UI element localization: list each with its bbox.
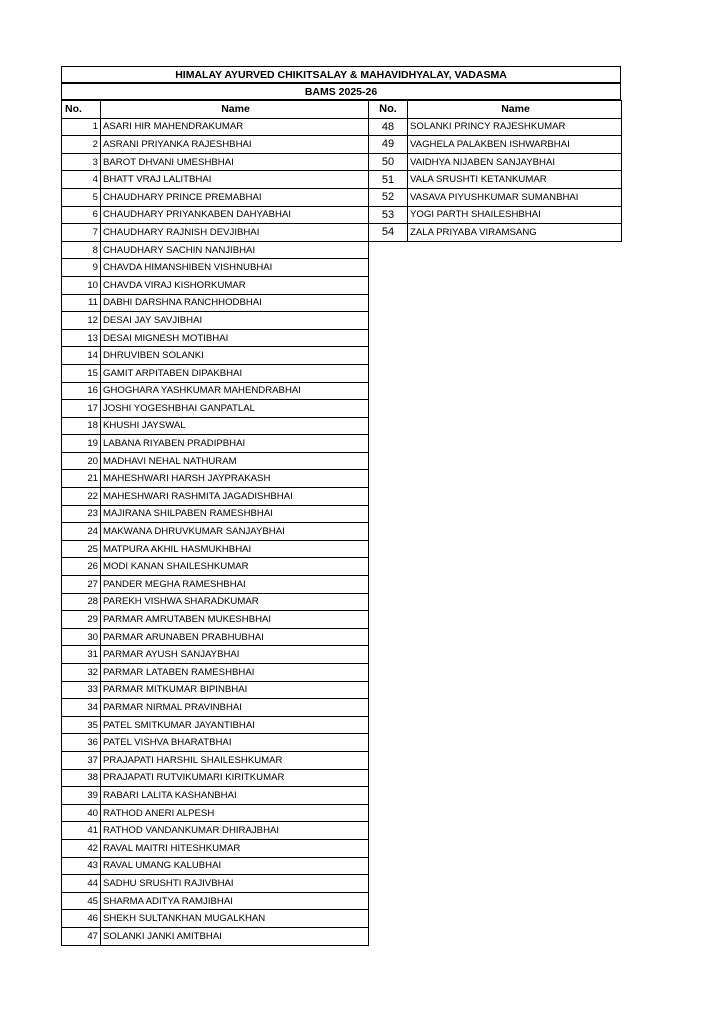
table-row xyxy=(62,136,369,154)
row-number: 34 xyxy=(62,699,101,717)
table-row xyxy=(62,875,369,893)
row-number: 47 xyxy=(62,927,101,945)
student-name: PARMAR MITKUMAR BIPINBHAI xyxy=(101,681,369,699)
row-number: 46 xyxy=(62,910,101,928)
student-name: CHAUDHARY PRINCE PREMABHAI xyxy=(101,188,369,206)
column-header-no: No. xyxy=(369,101,408,119)
table-row xyxy=(62,276,369,294)
student-name: BHATT VRAJ LALITBHAI xyxy=(101,171,369,189)
row-number: 28 xyxy=(62,593,101,611)
table-row xyxy=(62,540,369,558)
row-number: 16 xyxy=(62,382,101,400)
row-number: 42 xyxy=(62,839,101,857)
table-row xyxy=(62,435,369,453)
student-name: DESAI JAY SAVJIBHAI xyxy=(101,312,369,330)
row-number: 4 xyxy=(62,171,101,189)
student-name: VAGHELA PALAKBEN ISHWARBHAI xyxy=(408,136,622,154)
table-row xyxy=(62,857,369,875)
table-row xyxy=(62,822,369,840)
student-name: PARMAR NIRMAL PRAVINBHAI xyxy=(101,699,369,717)
table-row xyxy=(62,681,369,699)
table-row xyxy=(62,787,369,805)
student-name: ASRANI PRIYANKA RAJESHBHAI xyxy=(101,136,369,154)
student-name: SOLANKI PRINCY RAJESHKUMAR xyxy=(408,118,622,136)
table-row xyxy=(62,171,369,189)
row-number: 26 xyxy=(62,558,101,576)
student-name: CHAVDA HIMANSHIBEN VISHNUBHAI xyxy=(101,259,369,277)
row-number: 10 xyxy=(62,276,101,294)
table-row xyxy=(369,118,622,136)
student-name: MAHESHWARI RASHMITA JAGADISHBHAI xyxy=(101,488,369,506)
table-row xyxy=(62,312,369,330)
table-row xyxy=(62,259,369,277)
student-name: SADHU SRUSHTI RAJIVBHAI xyxy=(101,875,369,893)
row-number: 45 xyxy=(62,892,101,910)
row-number: 9 xyxy=(62,259,101,277)
table-row xyxy=(62,751,369,769)
row-number: 20 xyxy=(62,452,101,470)
row-number: 2 xyxy=(62,136,101,154)
row-number: 52 xyxy=(369,188,408,206)
table-row xyxy=(62,382,369,400)
table-row xyxy=(62,593,369,611)
row-number: 5 xyxy=(62,188,101,206)
table-row xyxy=(369,153,622,171)
row-number: 37 xyxy=(62,751,101,769)
student-name: PATEL VISHVA BHARATBHAI xyxy=(101,734,369,752)
table-row xyxy=(62,804,369,822)
table-row xyxy=(62,118,369,136)
row-number: 18 xyxy=(62,417,101,435)
table-row xyxy=(369,224,622,242)
student-name: JOSHI YOGESHBHAI GANPATLAL xyxy=(101,400,369,418)
row-number: 25 xyxy=(62,540,101,558)
table-row xyxy=(62,505,369,523)
student-name: MATPURA AKHIL HASMUKHBHAI xyxy=(101,540,369,558)
row-number: 22 xyxy=(62,488,101,506)
row-number: 7 xyxy=(62,224,101,242)
student-table-left xyxy=(61,100,369,946)
student-table-right xyxy=(368,100,622,242)
table-row xyxy=(62,734,369,752)
student-name: GHOGHARA YASHKUMAR MAHENDRABHAI xyxy=(101,382,369,400)
row-number: 27 xyxy=(62,576,101,594)
row-number: 14 xyxy=(62,347,101,365)
student-name: BAROT DHVANI UMESHBHAI xyxy=(101,153,369,171)
table-row xyxy=(62,400,369,418)
student-name: ASARI HIR MAHENDRAKUMAR xyxy=(101,118,369,136)
student-name: SOLANKI JANKI AMITBHAI xyxy=(101,927,369,945)
row-number: 38 xyxy=(62,769,101,787)
table-row xyxy=(62,329,369,347)
student-name: PARMAR ARUNABEN PRABHUBHAI xyxy=(101,628,369,646)
table-row xyxy=(62,910,369,928)
column-header-name: Name xyxy=(101,101,369,119)
student-name: PRAJAPATI HARSHIL SHAILESHKUMAR xyxy=(101,751,369,769)
table-row xyxy=(62,628,369,646)
row-number: 44 xyxy=(62,875,101,893)
student-name: MAKWANA DHRUVKUMAR SANJAYBHAI xyxy=(101,523,369,541)
student-name: CHAVDA VIRAJ KISHORKUMAR xyxy=(101,276,369,294)
student-name: VAIDHYA NIJABEN SANJAYBHAI xyxy=(408,153,622,171)
student-name: SHARMA ADITYA RAMJIBHAI xyxy=(101,892,369,910)
student-rows-left xyxy=(62,118,369,945)
table-row xyxy=(369,206,622,224)
student-name: RATHOD VANDANKUMAR DHIRAJBHAI xyxy=(101,822,369,840)
student-name: DABHI DARSHNA RANCHHODBHAI xyxy=(101,294,369,312)
table-row xyxy=(62,188,369,206)
student-name: GAMIT ARPITABEN DIPAKBHAI xyxy=(101,364,369,382)
row-number: 32 xyxy=(62,664,101,682)
student-rows-right xyxy=(369,118,622,241)
row-number: 33 xyxy=(62,681,101,699)
student-name: PATEL SMITKUMAR JAYANTIBHAI xyxy=(101,716,369,734)
student-name: PANDER MEGHA RAMESHBHAI xyxy=(101,576,369,594)
table-row xyxy=(62,892,369,910)
student-name: KHUSHI JAYSWAL xyxy=(101,417,369,435)
row-number: 6 xyxy=(62,206,101,224)
student-name: SHEKH SULTANKHAN MUGALKHAN xyxy=(101,910,369,928)
student-name: PARMAR AMRUTABEN MUKESHBHAI xyxy=(101,611,369,629)
table-row xyxy=(62,558,369,576)
row-number: 35 xyxy=(62,716,101,734)
table-row xyxy=(62,206,369,224)
table-row xyxy=(62,716,369,734)
student-name: VALA SRUSHTI KETANKUMAR xyxy=(408,171,622,189)
table-row xyxy=(62,347,369,365)
student-name: MAHESHWARI HARSH JAYPRAKASH xyxy=(101,470,369,488)
row-number: 15 xyxy=(62,364,101,382)
table-row xyxy=(369,171,622,189)
column-header-name: Name xyxy=(408,101,622,119)
student-name: MODI KANAN SHAILESHKUMAR xyxy=(101,558,369,576)
row-number: 1 xyxy=(62,118,101,136)
table-row xyxy=(62,241,369,259)
student-name: LABANA RIYABEN PRADIPBHAI xyxy=(101,435,369,453)
table-row xyxy=(62,470,369,488)
student-name: RAVAL UMANG KALUBHAI xyxy=(101,857,369,875)
student-name: PAREKH VISHWA SHARADKUMAR xyxy=(101,593,369,611)
row-number: 31 xyxy=(62,646,101,664)
table-row xyxy=(62,576,369,594)
table-row xyxy=(62,664,369,682)
student-name: MADHAVI NEHAL NATHURAM xyxy=(101,452,369,470)
row-number: 39 xyxy=(62,787,101,805)
row-number: 3 xyxy=(62,153,101,171)
row-number: 12 xyxy=(62,312,101,330)
student-name: PARMAR AYUSH SANJAYBHAI xyxy=(101,646,369,664)
row-number: 48 xyxy=(369,118,408,136)
batch-subtitle: BAMS 2025-26 xyxy=(61,83,621,100)
row-number: 23 xyxy=(62,505,101,523)
row-number: 41 xyxy=(62,822,101,840)
student-name: DHRUVIBEN SOLANKI xyxy=(101,347,369,365)
student-name: CHAUDHARY PRIYANKABEN DAHYABHAI xyxy=(101,206,369,224)
table-row xyxy=(369,136,622,154)
row-number: 51 xyxy=(369,171,408,189)
row-number: 8 xyxy=(62,241,101,259)
row-number: 50 xyxy=(369,153,408,171)
table-row xyxy=(369,188,622,206)
table-row xyxy=(62,927,369,945)
row-number: 21 xyxy=(62,470,101,488)
row-number: 53 xyxy=(369,206,408,224)
student-name: ZALA PRIYABA VIRAMSANG xyxy=(408,224,622,242)
student-name: RABARI LALITA KASHANBHAI xyxy=(101,787,369,805)
table-row xyxy=(62,417,369,435)
row-number: 19 xyxy=(62,435,101,453)
row-number: 11 xyxy=(62,294,101,312)
row-number: 24 xyxy=(62,523,101,541)
table-row xyxy=(62,488,369,506)
row-number: 49 xyxy=(369,136,408,154)
student-name: MAJIRANA SHILPABEN RAMESHBHAI xyxy=(101,505,369,523)
table-row xyxy=(62,646,369,664)
student-name: PRAJAPATI RUTVIKUMARI KIRITKUMAR xyxy=(101,769,369,787)
student-name: VASAVA PIYUSHKUMAR SUMANBHAI xyxy=(408,188,622,206)
student-name: DESAI MIGNESH MOTIBHAI xyxy=(101,329,369,347)
student-name: PARMAR LATABEN RAMESHBHAI xyxy=(101,664,369,682)
student-name: YOGI PARTH SHAILESHBHAI xyxy=(408,206,622,224)
column-header-no: No. xyxy=(62,101,101,119)
table-row xyxy=(62,699,369,717)
table-row xyxy=(62,452,369,470)
table-row xyxy=(62,294,369,312)
row-number: 40 xyxy=(62,804,101,822)
row-number: 30 xyxy=(62,628,101,646)
table-row xyxy=(62,611,369,629)
row-number: 54 xyxy=(369,224,408,242)
row-number: 36 xyxy=(62,734,101,752)
row-number: 17 xyxy=(62,400,101,418)
student-name: RATHOD ANERI ALPESH xyxy=(101,804,369,822)
student-name: RAVAL MAITRI HITESHKUMAR xyxy=(101,839,369,857)
student-name: CHAUDHARY SACHIN NANJIBHAI xyxy=(101,241,369,259)
table-header-row xyxy=(369,101,622,119)
table-header-row xyxy=(62,101,369,119)
student-name: CHAUDHARY RAJNISH DEVJIBHAI xyxy=(101,224,369,242)
table-row xyxy=(62,769,369,787)
row-number: 43 xyxy=(62,857,101,875)
table-row xyxy=(62,523,369,541)
college-title: HIMALAY AYURVED CHIKITSALAY & MAHAVIDHYALAY, VADASMA xyxy=(61,66,621,83)
table-row xyxy=(62,839,369,857)
table-row xyxy=(62,153,369,171)
table-row xyxy=(62,364,369,382)
row-number: 13 xyxy=(62,329,101,347)
row-number: 29 xyxy=(62,611,101,629)
table-row xyxy=(62,224,369,242)
